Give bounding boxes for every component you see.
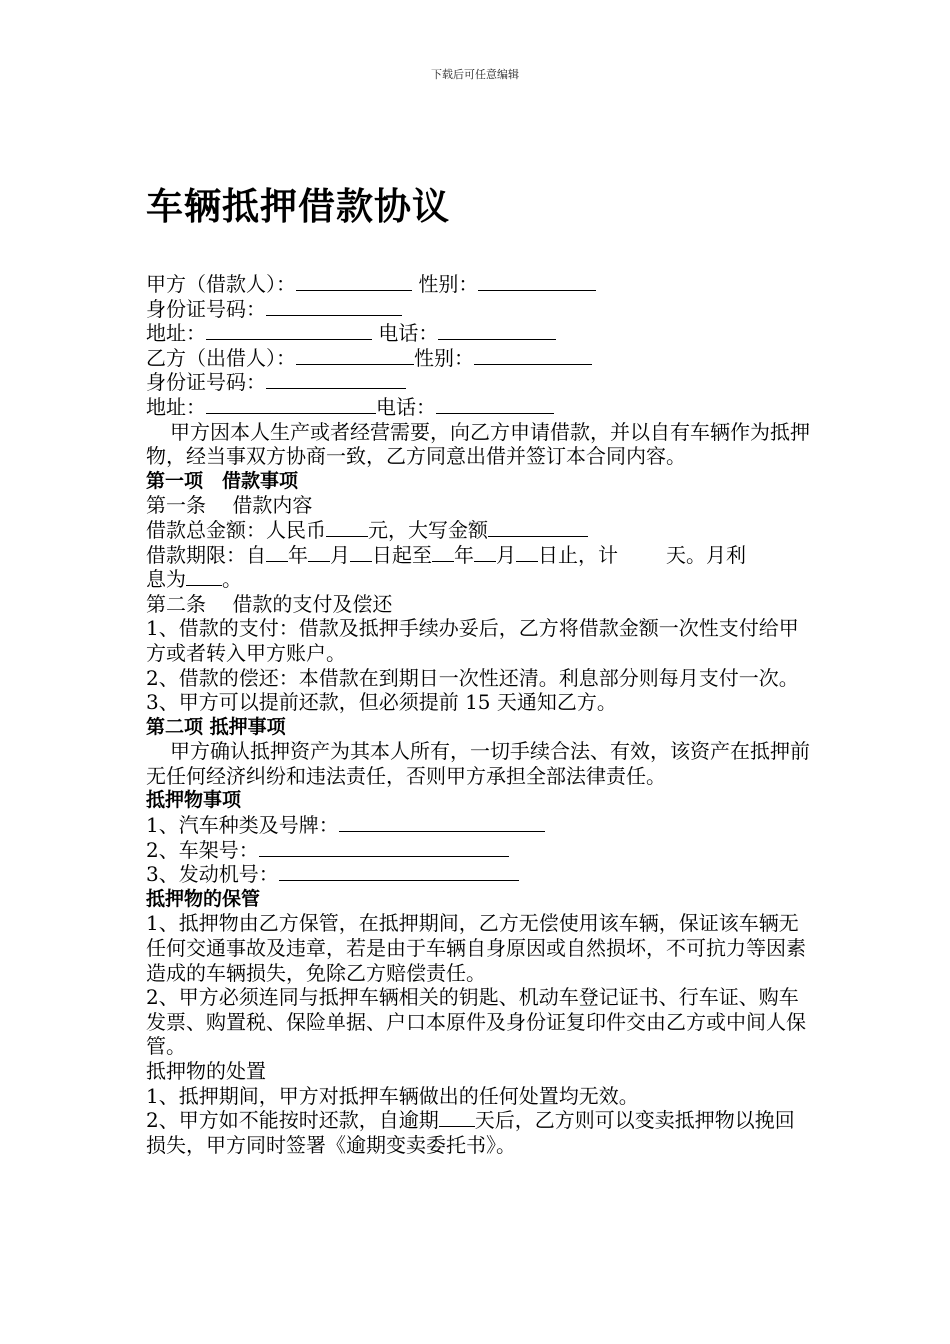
term-from-year-blank[interactable] (266, 544, 288, 562)
party-b-address-line (146, 395, 811, 420)
party-a-role-label: 甲方（借款人）： (146, 272, 296, 296)
article-1-heading: 第一条 借款内容 (146, 493, 313, 518)
party-a-name-blank[interactable] (296, 273, 412, 291)
party-a-id-label: 身份证号码： (146, 296, 266, 321)
payment-item-3: 3、甲方可以提前还款，但必须提前 15 天通知乙方。 (146, 690, 617, 715)
article-2-heading: 第二条 借款的支付及偿还 (146, 591, 393, 616)
term-days-label: 天。月利 (666, 542, 746, 567)
loan-amount-label: 借款总金额：人民币 (146, 517, 326, 542)
payment-item-2: 2、借款的偿还：本借款在到期日一次性还清。利息部分则每月支付一次。 (146, 665, 799, 690)
interest-end: 。 (222, 567, 242, 592)
party-b-gender-blank[interactable] (474, 347, 592, 365)
party-a-address-blank[interactable] (206, 322, 372, 340)
party-a-phone-label: 电话： (378, 321, 439, 346)
party-b-phone-label: 电话： (376, 394, 436, 419)
interest-line (146, 567, 811, 592)
collateral-item-2 (146, 838, 811, 863)
section-1-heading: 第一项 借款事项 (146, 469, 299, 492)
party-a-address-line (146, 321, 811, 346)
party-a-address-label: 地址： (146, 321, 206, 346)
term-from-month-blank[interactable] (308, 544, 330, 562)
loan-amount-blank[interactable] (326, 519, 368, 537)
term-day-to-label: 日止，计 (538, 542, 618, 567)
term-to-day-blank[interactable] (516, 544, 538, 562)
party-b-role-label: 乙方（出借人）： (146, 345, 296, 370)
party-a-phone-blank[interactable] (438, 322, 556, 340)
payment-item-1: 1、借款的支付：借款及抵押手续办妥后，乙方将借款金额一次性支付给甲方或者转入甲方账户。 (146, 616, 799, 665)
party-a-gender-blank[interactable] (478, 273, 596, 291)
term-year-label: 年 (288, 542, 308, 567)
party-b-name-line (146, 346, 811, 371)
vehicle-type-label: 1、汽车种类及号牌： (146, 813, 339, 838)
custody-item-1: 1、抵押物由乙方保管，在抵押期间，乙方无偿使用该车辆，保证该车辆无任何交通事故及违章，若是由于车辆自身原因或自然损坏，不可抗力等因素造成的车辆损失，免除乙方赔偿责任。 (146, 911, 806, 985)
vehicle-type-blank[interactable] (339, 814, 545, 832)
overdue-days-blank[interactable] (439, 1109, 475, 1127)
term-day-from-label: 日起至 (372, 542, 432, 567)
party-a-name-line (146, 272, 811, 297)
disposal-item-2-end: 天后，乙方则可以变卖抵押物以挽回损失，甲方同时签署《逾期变卖委托书》。 (146, 1108, 795, 1157)
disposal-item-2-start: 2、甲方如不能按时还款，自逾期 (146, 1108, 439, 1133)
term-to-month-blank[interactable] (474, 544, 496, 562)
party-b-id-blank[interactable] (266, 371, 406, 389)
disposal-item-2 (146, 1108, 811, 1157)
frame-number-label: 2、车架号： (146, 837, 259, 862)
loan-term-line (146, 543, 811, 568)
collateral-heading: 抵押物事项 (146, 789, 242, 812)
interest-label: 息为 (146, 567, 186, 592)
intro-paragraph: 甲方因本人生产或者经营需要，向乙方申请借款，并以自有车辆作为抵押物，经当事双方协商一致，乙方同意出借并签订本合同内容。 (146, 419, 810, 469)
party-b-name-blank[interactable] (296, 347, 414, 365)
interest-blank[interactable] (186, 568, 222, 586)
party-b-address-blank[interactable] (206, 396, 376, 414)
term-from-day-blank[interactable] (350, 544, 372, 562)
party-a-id-blank[interactable] (266, 298, 402, 316)
term-to-year-label: 年 (454, 542, 474, 567)
party-b-phone-blank[interactable] (436, 396, 554, 414)
party-b-address-label: 地址： (146, 394, 206, 419)
party-b-gender-label: 性别： (414, 345, 474, 370)
section-2-intro: 甲方确认抵押资产为其本人所有，一切手续合法、有效，该资产在抵押前无任何经济纠纷和违法责任，否则甲方承担全部法律责任。 (146, 739, 810, 788)
disposal-item-1: 1、抵押期间，甲方对抵押车辆做出的任何处置均无效。 (146, 1083, 639, 1108)
loan-amount-words-label: 元，大写金额 (368, 517, 488, 542)
term-month-label: 月 (330, 542, 350, 567)
engine-number-blank[interactable] (279, 863, 519, 881)
party-a-gender-label: 性别： (418, 272, 479, 296)
section-2-heading: 第二项 抵押事项 (146, 715, 286, 738)
loan-amount-line (146, 518, 811, 543)
document-title: 车辆抵押借款协议 (146, 185, 450, 228)
disposal-heading: 抵押物的处置 (146, 1059, 266, 1083)
header-note: 下载后可任意编辑 (431, 68, 519, 81)
loan-term-label: 借款期限：自 (146, 542, 266, 567)
loan-amount-words-blank[interactable] (488, 519, 588, 537)
collateral-item-1 (146, 813, 811, 838)
document-body (146, 272, 811, 1157)
frame-number-blank[interactable] (259, 839, 509, 857)
term-to-year-blank[interactable] (432, 544, 454, 562)
custody-item-2: 2、甲方必须连同与抵押车辆相关的钥匙、机动车登记证书、行车证、购车发票、购置税、保险单据、户口本原件及身份证复印件交由乙方或中间人保管。 (146, 985, 806, 1059)
collateral-item-3 (146, 862, 811, 887)
party-b-id-label: 身份证号码： (146, 370, 266, 395)
term-to-month-label: 月 (496, 542, 516, 567)
party-b-id-line (146, 370, 811, 395)
custody-heading: 抵押物的保管 (146, 887, 261, 910)
engine-number-label: 3、发动机号： (146, 862, 279, 887)
party-a-id-line (146, 297, 811, 322)
